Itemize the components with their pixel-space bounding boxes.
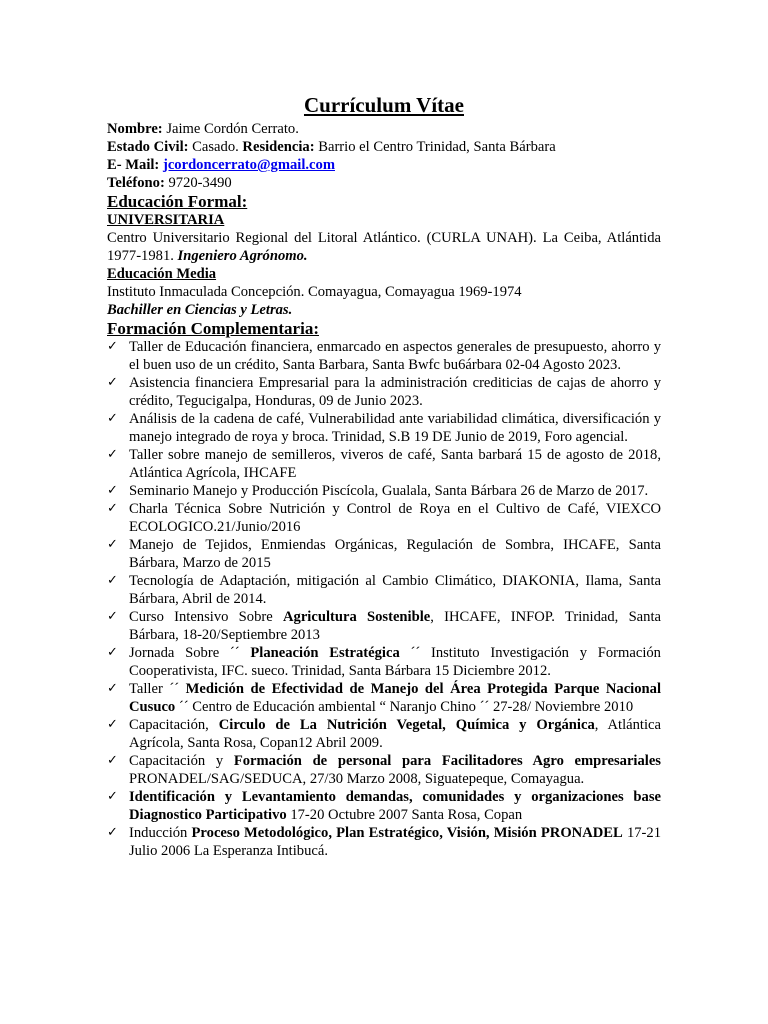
list-item [107,374,661,410]
list-item [107,824,661,860]
item-tail: ´´ Instituto Investigación y Formación Cooperativista, IFC. sueco. Trinidad, Santa Bárbara 15 Diciembre 2012. [129,645,661,679]
email-link[interactable]: jcordoncerrato@gmail.com [162,157,335,173]
item-bold: Medición de Efectividad de Manejo del Área Protegida Parque Nacional Cusuco [129,681,661,715]
item-tail: , IHCAFE, INFOP. Trinidad, Santa Bárbara, 18-20/Septiembre 2013 [129,609,661,643]
email-label: E- Mail: [107,157,160,173]
residence-label: Residencia: [242,139,315,155]
university-degree: Ingeniero Agrónomo. [177,248,308,264]
checkmark-icon: ✓ [107,447,118,462]
phone-value: 9720-3490 [164,175,232,191]
list-item [107,716,661,752]
name-value: Jaime Cordón Cerrato. [162,121,299,137]
complementary-heading: Formación Complementaria: [107,319,319,338]
item-tail: PRONADEL/SAG/SEDUCA, 27/30 Marzo 2008, Siguatepeque, Comayagua. [129,771,585,787]
item-text: Capacitación, [129,717,219,733]
education-heading: Educación Formal: [107,192,248,211]
cv-page [107,92,661,860]
checkmark-icon: ✓ [107,483,118,498]
item-bold: Circulo de La Nutrición Vegetal, Química y Orgánica [218,717,595,733]
list-item [107,644,661,680]
name-label: Nombre: [107,121,163,137]
list-item [107,608,661,644]
list-item [107,536,661,572]
name-row [107,120,661,138]
list-item [107,338,661,374]
media-degree: Bachiller en Ciencias y Letras. [107,302,293,318]
item-text: Manejo de Tejidos, Enmiendas Orgánicas, Regulación de Sombra, IHCAFE, Santa Bárbara, Marzo de 2015 [129,537,661,571]
civil-label: Estado Civil: [107,139,189,155]
civil-value: Casado. [188,139,243,155]
item-text: Taller de Educación financiera, enmarcado en aspectos generales de presupuesto, ahorro y el buen uso de un crédito, Santa Barbara, Santa Bwfc bu6árbara 02-04 Agosto 2023. [129,339,661,373]
item-text: Curso Intensivo Sobre [129,609,283,625]
media-heading: Educación Media [107,266,217,282]
university-text [107,229,661,265]
phone-label: Teléfono: [107,175,165,191]
item-text: Inducción [129,825,192,841]
item-text: Análisis de la cadena de café, Vulnerabilidad ante variabilidad climática, diversificación y manejo integrado de roya y broca. Trinidad, S.B 19 DE Junio de 2019, Foro agencial. [129,411,661,445]
list-item [107,482,661,500]
item-bold: Agricultura Sostenible [282,609,431,625]
item-text: Charla Técnica Sobre Nutrición y Control de Roya en el Cultivo de Café, VIEXCO ECOLOGICO.21/Junio/2016 [129,501,661,535]
media-text: Instituto Inmaculada Concepción. Comayagua, Comayagua 1969-1974 [107,284,522,300]
checkmark-icon: ✓ [107,609,118,624]
checkmark-icon: ✓ [107,573,118,588]
list-item [107,446,661,482]
item-text: Taller sobre manejo de semilleros, viveros de café, Santa barbará 15 de agosto de 2018, Atlántica Agrícola, IHCAFE [129,447,661,481]
checkmark-icon: ✓ [107,501,118,516]
list-item [107,572,661,608]
checkmark-icon: ✓ [107,411,118,426]
training-list [107,338,661,860]
list-item [107,788,661,824]
item-text: Taller ´´ [129,681,186,697]
item-text: Asistencia financiera Empresarial para la administración crediticias de cajas de ahorro y crédito, Tegucigalpa, Honduras, 09 de Junio 2023. [129,375,661,409]
checkmark-icon: ✓ [107,681,118,696]
item-bold: Identificación y Levantamiento demandas, comunidades y organizaciones base Diagnostico Participativo [129,789,661,823]
phone-row [107,174,661,192]
item-tail: ´´ Centro de Educación ambiental “ Naranjo Chino ´´ 27-28/ Noviembre 2010 [175,699,634,715]
civil-row [107,138,661,156]
list-item [107,410,661,446]
item-tail: 17-21 Julio 2006 La Esperanza Intibucá. [129,825,661,859]
item-text: Capacitación y [129,753,234,769]
university-heading: UNIVERSITARIA [107,212,225,228]
email-row [107,156,661,174]
checkmark-icon: ✓ [107,339,118,354]
checkmark-icon: ✓ [107,789,118,804]
checkmark-icon: ✓ [107,645,118,660]
university-institution: Centro Universitario Regional del Litoral Atlántico. (CURLA UNAH). La Ceiba, Atlántida 1977-1981. [107,230,661,264]
checkmark-icon: ✓ [107,375,118,390]
item-text: Seminario Manejo y Producción Piscícola, Gualala, Santa Bárbara 26 de Marzo de 2017. [129,483,649,499]
checkmark-icon: ✓ [107,717,118,732]
list-item [107,752,661,788]
checkmark-icon: ✓ [107,753,118,768]
item-tail: , Atlántica Agrícola, Santa Rosa, Copan12 Abril 2009. [129,717,661,751]
list-item [107,680,661,716]
list-item [107,500,661,536]
item-bold: Formación de personal para Facilitadores Agro empresariales [233,753,661,769]
item-tail: 17-20 Octubre 2007 Santa Rosa, Copan [286,807,523,823]
checkmark-icon: ✓ [107,537,118,552]
item-text: Tecnología de Adaptación, mitigación al Cambio Climático, DIAKONIA, Ilama, Santa Bárbara, Abril de 2014. [129,573,661,607]
item-bold: Planeación Estratégica [250,645,400,661]
item-text: Jornada Sobre ´´ [129,645,251,661]
page-title: Currículum Vítae [303,93,464,117]
residence-value: Barrio el Centro Trinidad, Santa Bárbara [314,139,556,155]
checkmark-icon: ✓ [107,825,118,840]
item-bold: Proceso Metodológico, Plan Estratégico, Visión, Misión PRONADEL [191,825,623,841]
